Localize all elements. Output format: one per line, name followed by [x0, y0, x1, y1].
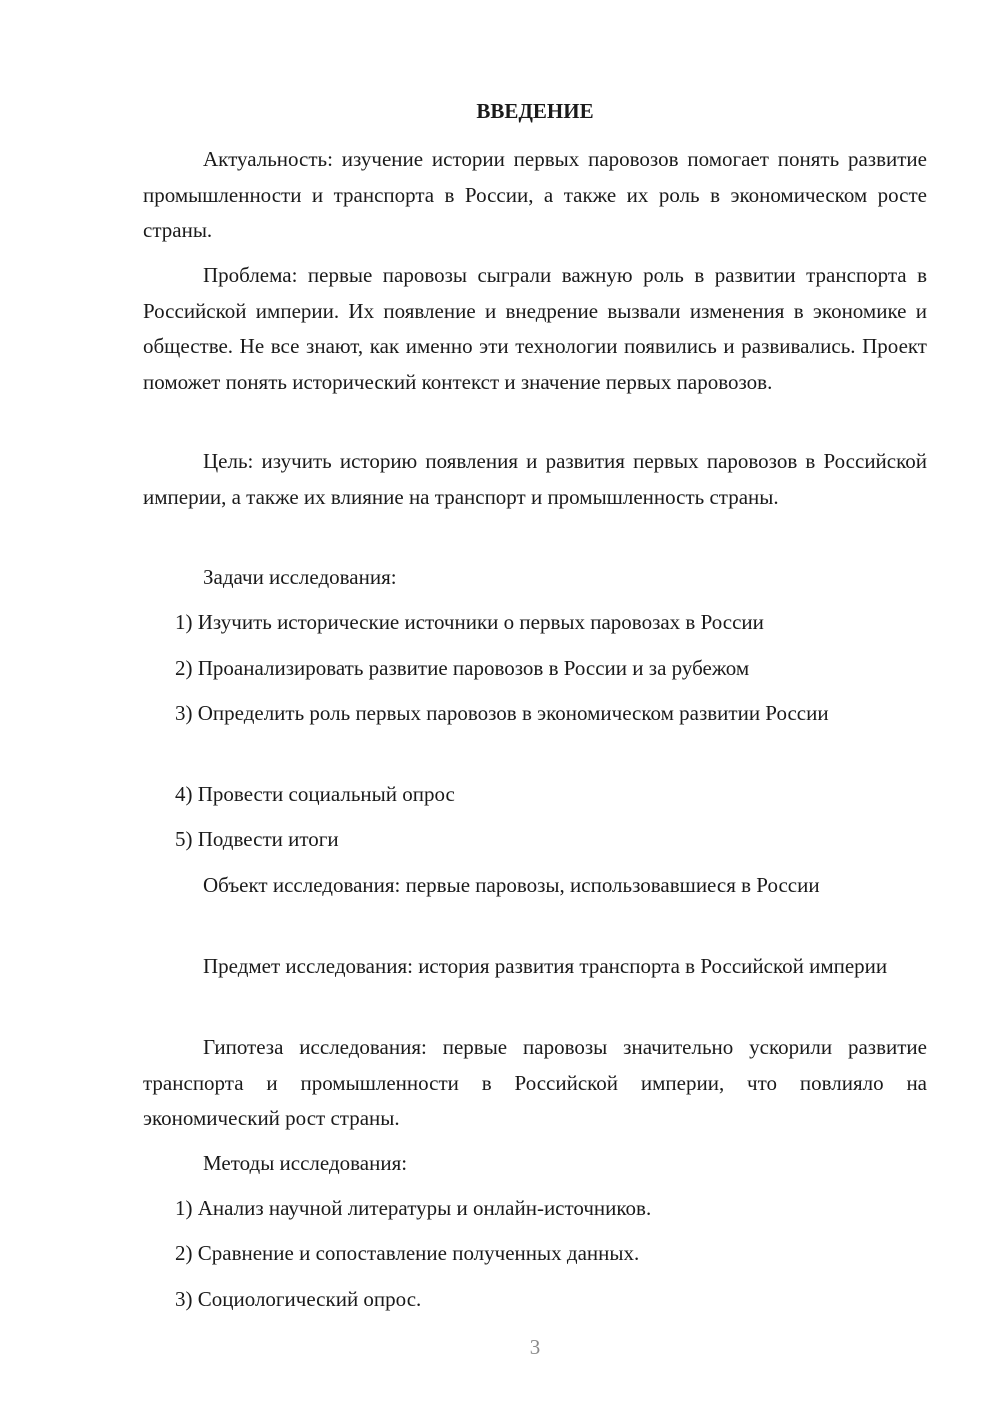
section-title: ВВЕДЕНИЕ — [476, 99, 594, 123]
method-item-1: 1) Анализ научной литературы и онлайн-источников. — [175, 1196, 652, 1220]
problem-paragraph: Проблема: первые паровозы сыграли важную роль в развитии транспорта в Российской империи. Их появление и внедрение вызвали изменения в экономике и обществе. Не все знают, как именно эти технологии появились и развивались. Проект поможет понять исторический контекст и значение первых паровозов. — [143, 263, 927, 394]
method-item-3: 3) Социологический опрос. — [175, 1287, 422, 1311]
task-item-5: 5) Подвести итоги — [175, 827, 339, 851]
goal-paragraph: Цель: изучить историю появления и развития первых паровозов в Российской империи, а также их влияние на транспорт и промышленность страны. — [143, 449, 927, 509]
methods-heading: Методы исследования: — [203, 1151, 408, 1175]
relevance-paragraph: Актуальность: изучение истории первых паровозов помогает понять развитие промышленности и транспорта в России, а также их роль в экономическом росте страны. — [143, 147, 927, 242]
task-item-4: 4) Провести социальный опрос — [175, 782, 455, 806]
object-paragraph: Объект исследования: первые паровозы, использовавшиеся в России — [203, 873, 820, 897]
hypothesis-paragraph: Гипотеза исследования: первые паровозы значительно ускорили развитие транспорта и промышленности в Российской империи, что повлияло на экономический рост страны. — [143, 1035, 927, 1130]
method-item-2: 2) Сравнение и сопоставление полученных данных. — [175, 1241, 640, 1265]
page-number: 3 — [529, 1335, 541, 1359]
task-item-2: 2) Проанализировать развитие паровозов в России и за рубежом — [175, 656, 750, 680]
task-item-1: 1) Изучить исторические источники о первых паровозах в России — [175, 610, 764, 634]
tasks-heading: Задачи исследования: — [203, 565, 397, 589]
task-item-3: 3) Определить роль первых паровозов в экономическом развитии России — [175, 701, 829, 725]
subject-paragraph: Предмет исследования: история развития транспорта в Российской империи — [203, 954, 888, 978]
